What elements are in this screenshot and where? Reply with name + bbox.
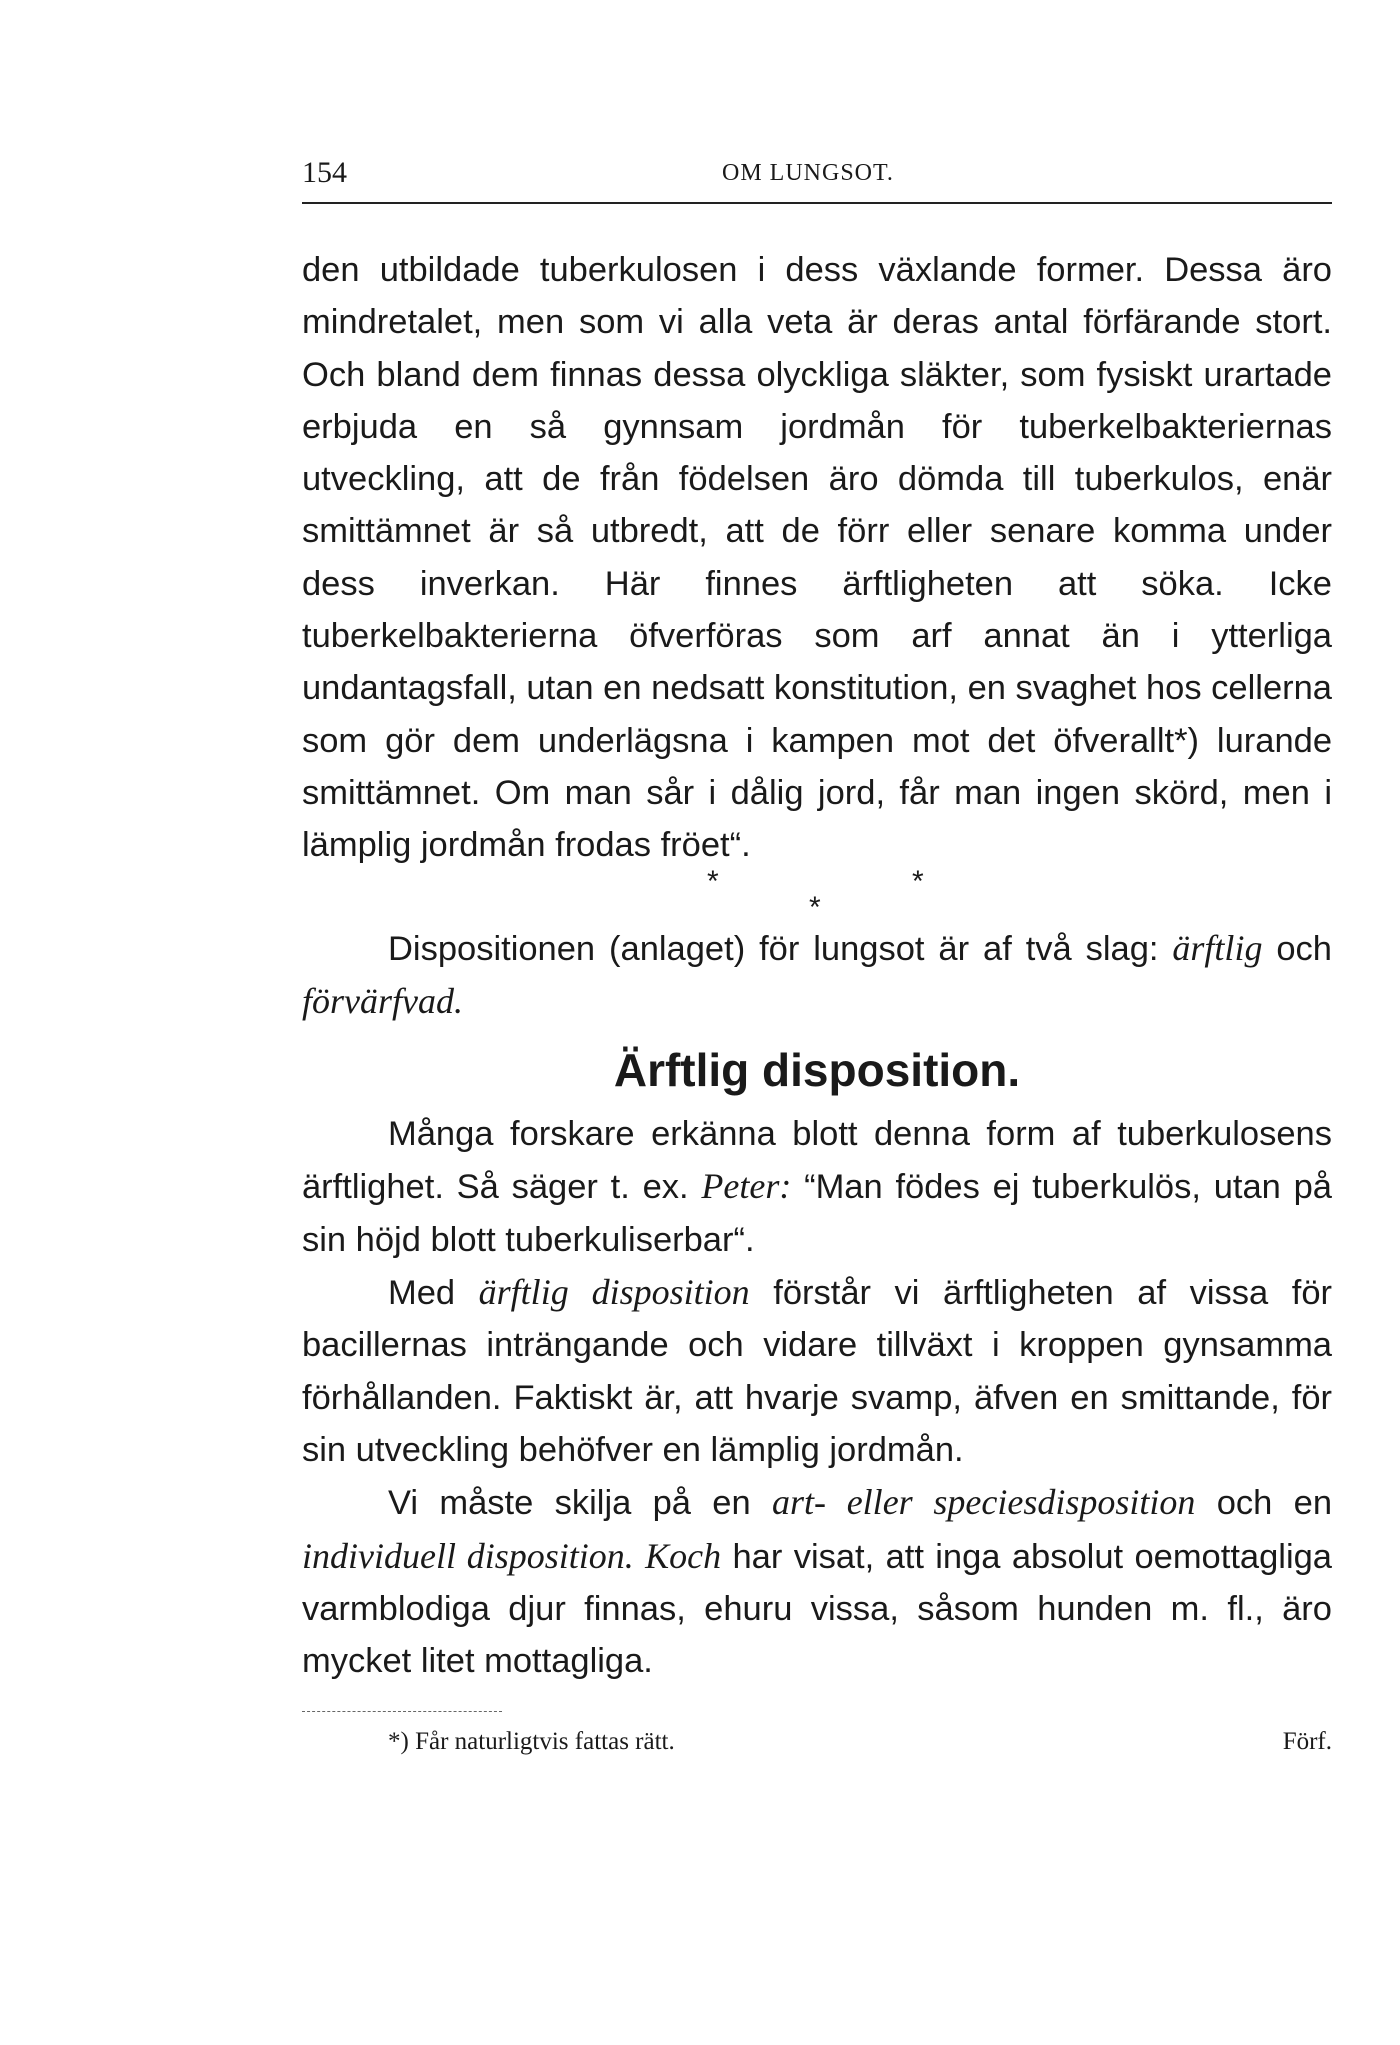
text-run: förstår vi ärftligheten af vissa för bacillernas inträngande och vidare tillväxt i kroppen gynsamma förhållanden. Faktiskt är, att hvarje svamp, äfven en smittande, för sin utveckling behöfver en lämplig jordmån. [302, 1274, 1332, 1469]
footnote-divider [302, 1711, 502, 1712]
italic-author: Peter: [701, 1166, 792, 1207]
italic-term: ärftlig [1172, 927, 1263, 968]
paragraph-disposition-types [302, 922, 1332, 1029]
footnote-text: *) Får naturligtvis fattas rätt. [388, 1728, 675, 1756]
asterisk-mark: * [707, 864, 719, 898]
footnote [302, 1728, 1332, 1772]
book-page [302, 150, 1332, 1772]
paragraph-species-individual [302, 1476, 1332, 1687]
text-run [634, 1538, 645, 1576]
running-title: OM LUNGSOT. [722, 160, 894, 186]
body-text [302, 244, 1332, 1687]
text-run: Med [388, 1274, 479, 1313]
paragraph-hereditary-definition [302, 1266, 1332, 1476]
paragraph-peter-quote [302, 1108, 1332, 1266]
page-number: 154 [302, 156, 347, 189]
asterisk-mark: * [809, 890, 821, 924]
text-run: har visat, att inga absolut oemottagliga varmblodiga djur finnas, ehuru vissa, såsom hunden m. fl., äro mycket litet mottagliga. [302, 1537, 1332, 1681]
italic-term: förvärfvad. [302, 980, 463, 1021]
text-run: och en [1195, 1484, 1333, 1523]
italic-term: individuell disposition. [302, 1535, 634, 1576]
italic-term: ärftlig disposition [478, 1272, 750, 1313]
asterism-divider [302, 864, 1332, 924]
footnote-signature: Förf. [1282, 1728, 1332, 1756]
text-run: och [1262, 929, 1332, 968]
italic-author: Koch [645, 1535, 722, 1576]
paragraph-continuation: den utbildade tuberkulosen i dess växlande former. Dessa äro mindretalet, men som vi alla veta är deras antal förfärande stort. Och bland dem finnas dessa olyckliga släkter, som fysiskt urartade erbjuda en så gynnsam jordmån för tuberkelbakteriernas utveckling, att de från födelsen äro dömda till tuberkulos, enär smittämnet är så utbredt, att de förr eller senare komma under dess inverkan. Här finnes ärftligheten att söka. Icke tuberkelbakterierna öfverföras som arf annat än i ytterliga undantagsfall, utan en nedsatt konstitution, en svaghet hos cellerna som gör dem underlägsna i kampen mot det öfverallt*) lurande smittämnet. Om man sår i dålig jord, får man ingen skörd, men i lämplig jordmån frodas fröet“. [302, 251, 1332, 865]
section-heading: Ärftlig disposition. [613, 1044, 1021, 1097]
asterisk-mark: * [912, 864, 924, 898]
page-header [302, 150, 1332, 204]
text-run: Många forskare erkänna blott denna form af tuberkulosens ärftlighet. Så säger t. ex. [302, 1115, 1332, 1207]
text-run: Vi måste skilja på en [388, 1484, 772, 1523]
text-run: “Man födes ej tuberkulös, utan på sin höjd blott tuberkuliserbar“. [302, 1168, 1332, 1259]
text-run: Dispositionen (anlaget) för lungsot är af två slag: [388, 929, 1173, 968]
italic-term: art- eller speciesdisposition [771, 1482, 1196, 1523]
